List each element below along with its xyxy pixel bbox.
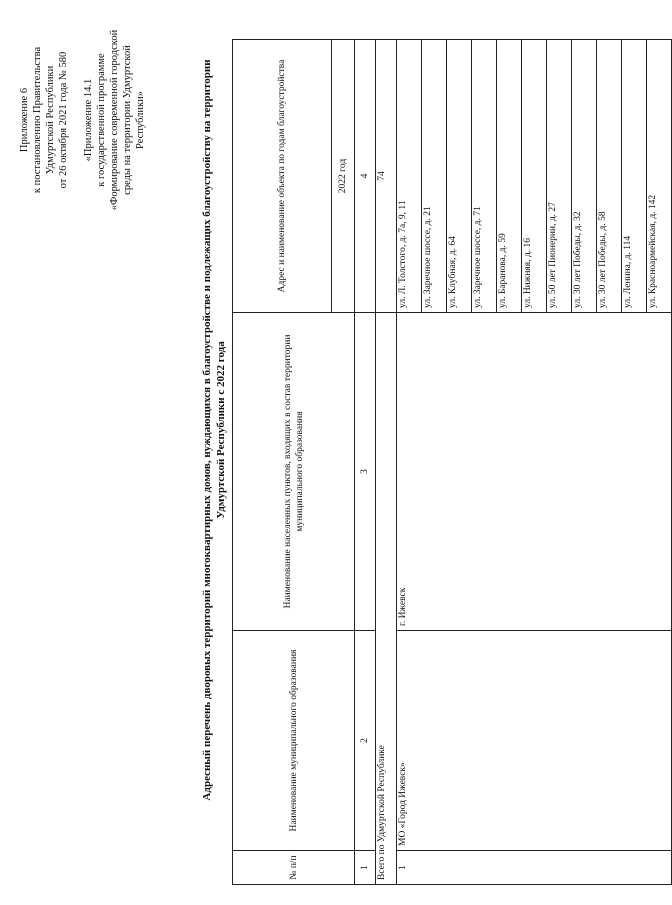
appendix-line: Республики» [135, 91, 146, 149]
index-cell: 4 [355, 40, 376, 313]
appendix-line: «Формирование современной городской [109, 29, 120, 211]
address-cell: ул. 30 лет Победы, д. 32 [572, 40, 597, 313]
total-label: Всего по Удмуртской Республике [376, 313, 397, 885]
group-settlement: г. Ижевск [397, 313, 672, 631]
address-cell: ул. 50 лет Пионерии, д. 27 [547, 40, 572, 313]
appendix-line: «Приложение 14.1 [83, 78, 94, 162]
header-num: № п/п [233, 851, 355, 885]
title-line-1: Адресный перечень дворовых территорий многоквартирных домов, нуждающихся в благоустройстве и подлежащих благоустройству на территории [201, 59, 213, 801]
index-cell: 2 [355, 631, 376, 851]
address-cell: ул. Заречное шоссе, д. 71 [472, 40, 497, 313]
appendix-block [18, 25, 147, 215]
appendix-line: Удмуртской Республики [45, 65, 56, 175]
address-cell: ул. 30 лет Победы, д. 58 [597, 40, 622, 313]
appendix-line: среды на территории Удмуртской [122, 45, 133, 195]
total-value: 74 [376, 40, 397, 313]
appendix-line: от 26 октября 2021 года № 580 [58, 51, 69, 189]
header-settlements: Наименование населенных пунктов, входящих в состав территории муниципального образования [233, 313, 355, 631]
address-cell: ул. Заречное шоссе, д. 21 [422, 40, 447, 313]
address-cell: ул. Баранова, д. 59 [497, 40, 522, 313]
address-table [232, 39, 672, 885]
index-cell: 1 [355, 851, 376, 885]
address-cell: ул. Нижняя, д. 16 [522, 40, 547, 313]
group-num: 1 [397, 851, 672, 885]
address-cell: ул. Клубная, д. 64 [447, 40, 472, 313]
title-line-2: Удмуртской Республики с 2022 года [215, 341, 227, 519]
index-cell: 3 [355, 313, 376, 631]
address-cell: ул. Л. Толстого, д. 7а, 9, 11 [397, 40, 422, 313]
appendix-line: Приложение 6 [19, 87, 30, 153]
appendix-line: к государственной программе [96, 53, 107, 187]
appendix-line: к постановлению Правительства [32, 46, 43, 194]
address-cell: ул. Ленина, д. 114 [622, 40, 647, 313]
header-address: Адрес и наименование объекта по годам благоустройства [233, 40, 332, 313]
document-title [200, 35, 228, 825]
header-year: 2022 год [332, 40, 355, 313]
address-cell: ул. Красноармейская, д. 142 [647, 40, 672, 313]
header-municipality: Наименование муниципального образования [233, 631, 355, 851]
group-municipality: МО «Город Ижевск» [397, 631, 672, 851]
